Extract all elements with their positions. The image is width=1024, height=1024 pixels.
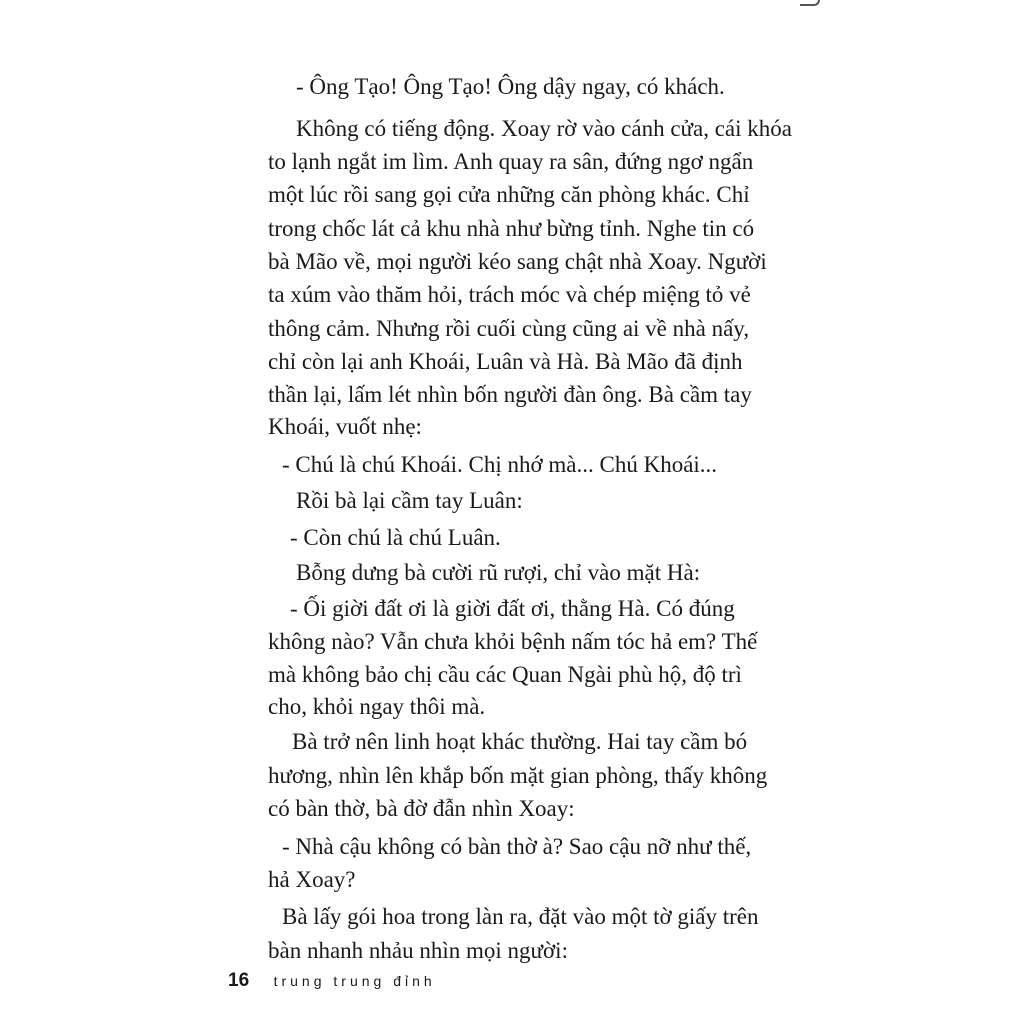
text-line: bàn nhanh nhảu nhìn mọi người: — [268, 938, 568, 963]
text-line: - Ối giời đất ơi là giời đất ơi, thằng Hà. Có đúng — [290, 596, 735, 621]
text-line: - Ông Tạo! Ông Tạo! Ông dậy ngay, có khách. — [296, 74, 725, 99]
text-line: - Chú là chú Khoái. Chị nhớ mà... Chú Khoái... — [282, 452, 718, 477]
text-line: hương, nhìn lên khắp bốn mặt gian phòng, thấy không — [268, 763, 768, 788]
text-line: Bà lấy gói hoa trong làn ra, đặt vào một tờ giấy trên — [282, 904, 759, 929]
text-line: thần lại, lấm lét nhìn bốn người đàn ông. Bà cầm tay — [268, 382, 752, 407]
text-line: Bà trở nên linh hoạt khác thường. Hai tay cầm bó — [292, 729, 748, 754]
text-line: có bàn thờ, bà đờ đẫn nhìn Xoay: — [268, 796, 575, 821]
text-line: Không có tiếng động. Xoay rờ vào cánh cửa, cái khóa — [296, 116, 792, 141]
text-line: trong chốc lát cả khu nhà như bừng tỉnh. Nghe tin có — [268, 216, 755, 241]
text-line: hả Xoay? — [268, 867, 356, 892]
text-line: không nào? Vẫn chưa khỏi bệnh nấm tóc hả em? Thế — [268, 629, 758, 654]
text-line: Bỗng dưng bà cười rũ rượi, chỉ vào mặt Hà: — [296, 560, 701, 585]
text-line: chỉ còn lại anh Khoái, Luân và Hà. Bà Mão đã định — [268, 349, 743, 374]
text-line: bà Mão về, mọi người kéo sang chật nhà Xoay. Người — [268, 249, 767, 274]
text-line: thông cảm. Nhưng rồi cuối cùng cũng ai về nhà nấy, — [268, 316, 750, 341]
text-line: - Nhà cậu không có bàn thờ à? Sao cậu nỡ như thế, — [282, 834, 752, 859]
running-footer-author: trung trung đỉnh — [273, 973, 436, 989]
page-number: 16 — [228, 970, 250, 991]
text-line: Rồi bà lại cầm tay Luân: — [296, 488, 523, 513]
text-line: to lạnh ngắt im lìm. Anh quay ra sân, đứng ngơ ngẩn — [268, 149, 754, 174]
text-line: Khoái, vuốt nhẹ: — [268, 414, 422, 439]
text-line: mà không bảo chị cầu các Quan Ngài phù hộ, độ trì — [268, 662, 742, 687]
corner-mark — [800, 0, 820, 6]
text-line: cho, khỏi ngay thôi mà. — [268, 694, 486, 719]
text-line: ta xúm vào thăm hỏi, trách móc và chép miệng tỏ vẻ — [268, 282, 751, 307]
text-line: - Còn chú là chú Luân. — [290, 525, 501, 550]
text-line: một lúc rồi sang gọi cửa những căn phòng khác. Chỉ — [268, 182, 750, 207]
page-footer — [228, 970, 436, 992]
